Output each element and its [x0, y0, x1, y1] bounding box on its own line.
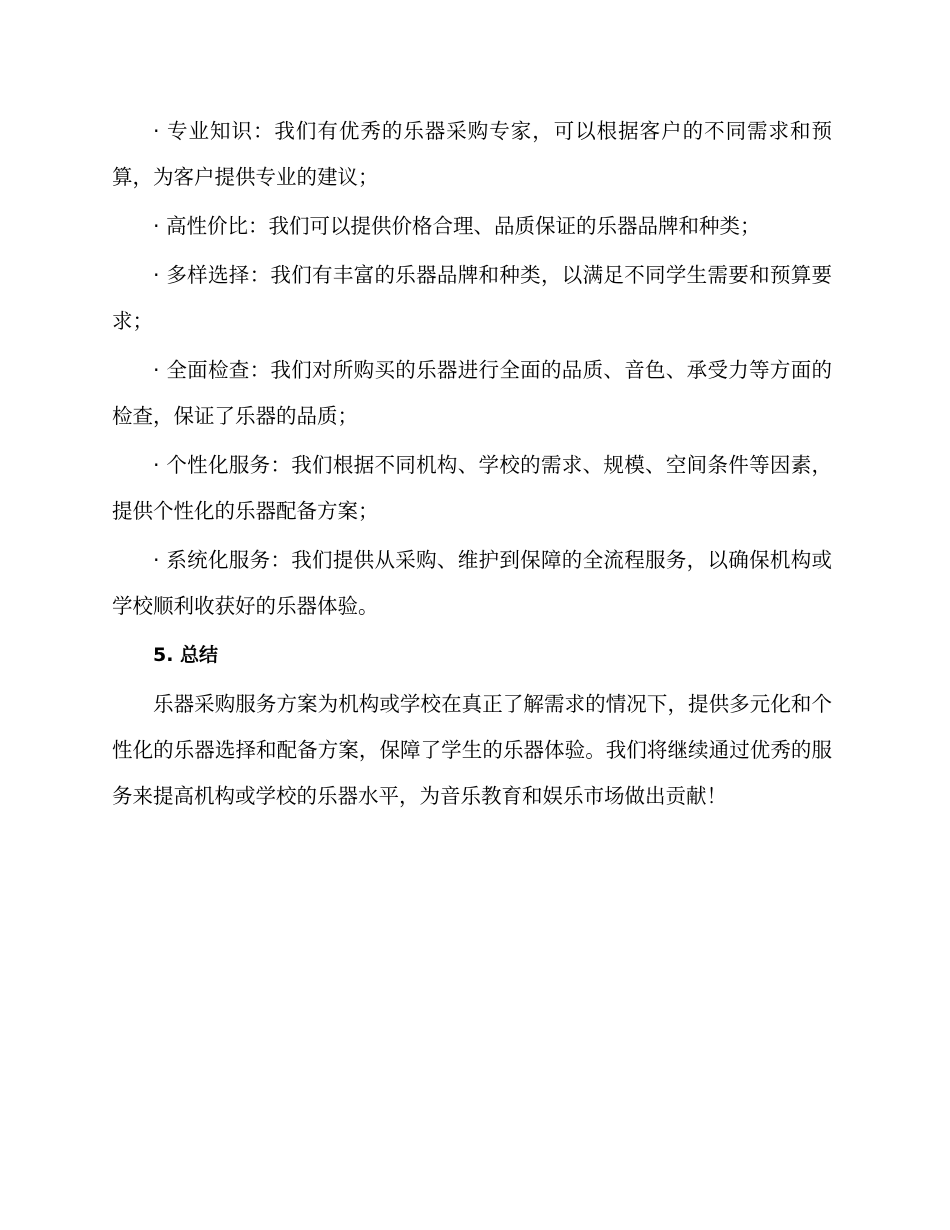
section-heading-summary: 5. 总结 [153, 644, 219, 666]
bullet-cost-performance: · 高性价比：我们可以提供价格合理、品质保证的乐器品牌和种类； [153, 214, 761, 238]
summary-paragraph: 乐器采购服务方案为机构或学校在真正了解需求的情况下，提供多元化和个性化的乐器选择和配备方案，保障了学生的乐器体验。我们将继续通过优秀的服务来提高机构或学校的乐器水平，为音乐教育和娱乐市场做出贡献！ [112, 692, 832, 808]
bullet-professional-knowledge: · 专业知识：我们有优秀的乐器采购专家，可以根据客户的不同需求和预算，为客户提供专业的建议； [112, 119, 832, 189]
bullet-full-inspection: · 全面检查：我们对所购买的乐器进行全面的品质、音色、承受力等方面的检查，保证了乐器的品质； [112, 358, 832, 428]
bullet-systematic-service: · 系统化服务：我们提供从采购、维护到保障的全流程服务，以确保机构或学校顺利收获好的乐器体验。 [112, 548, 832, 618]
bullet-diverse-choice: · 多样选择：我们有丰富的乐器品牌和种类，以满足不同学生需要和预算要求； [112, 263, 832, 333]
bullet-personalized-service: · 个性化服务：我们根据不同机构、学校的需求、规模、空间条件等因素，提供个性化的乐器配备方案； [112, 453, 832, 523]
document-page [112, 108, 832, 822]
